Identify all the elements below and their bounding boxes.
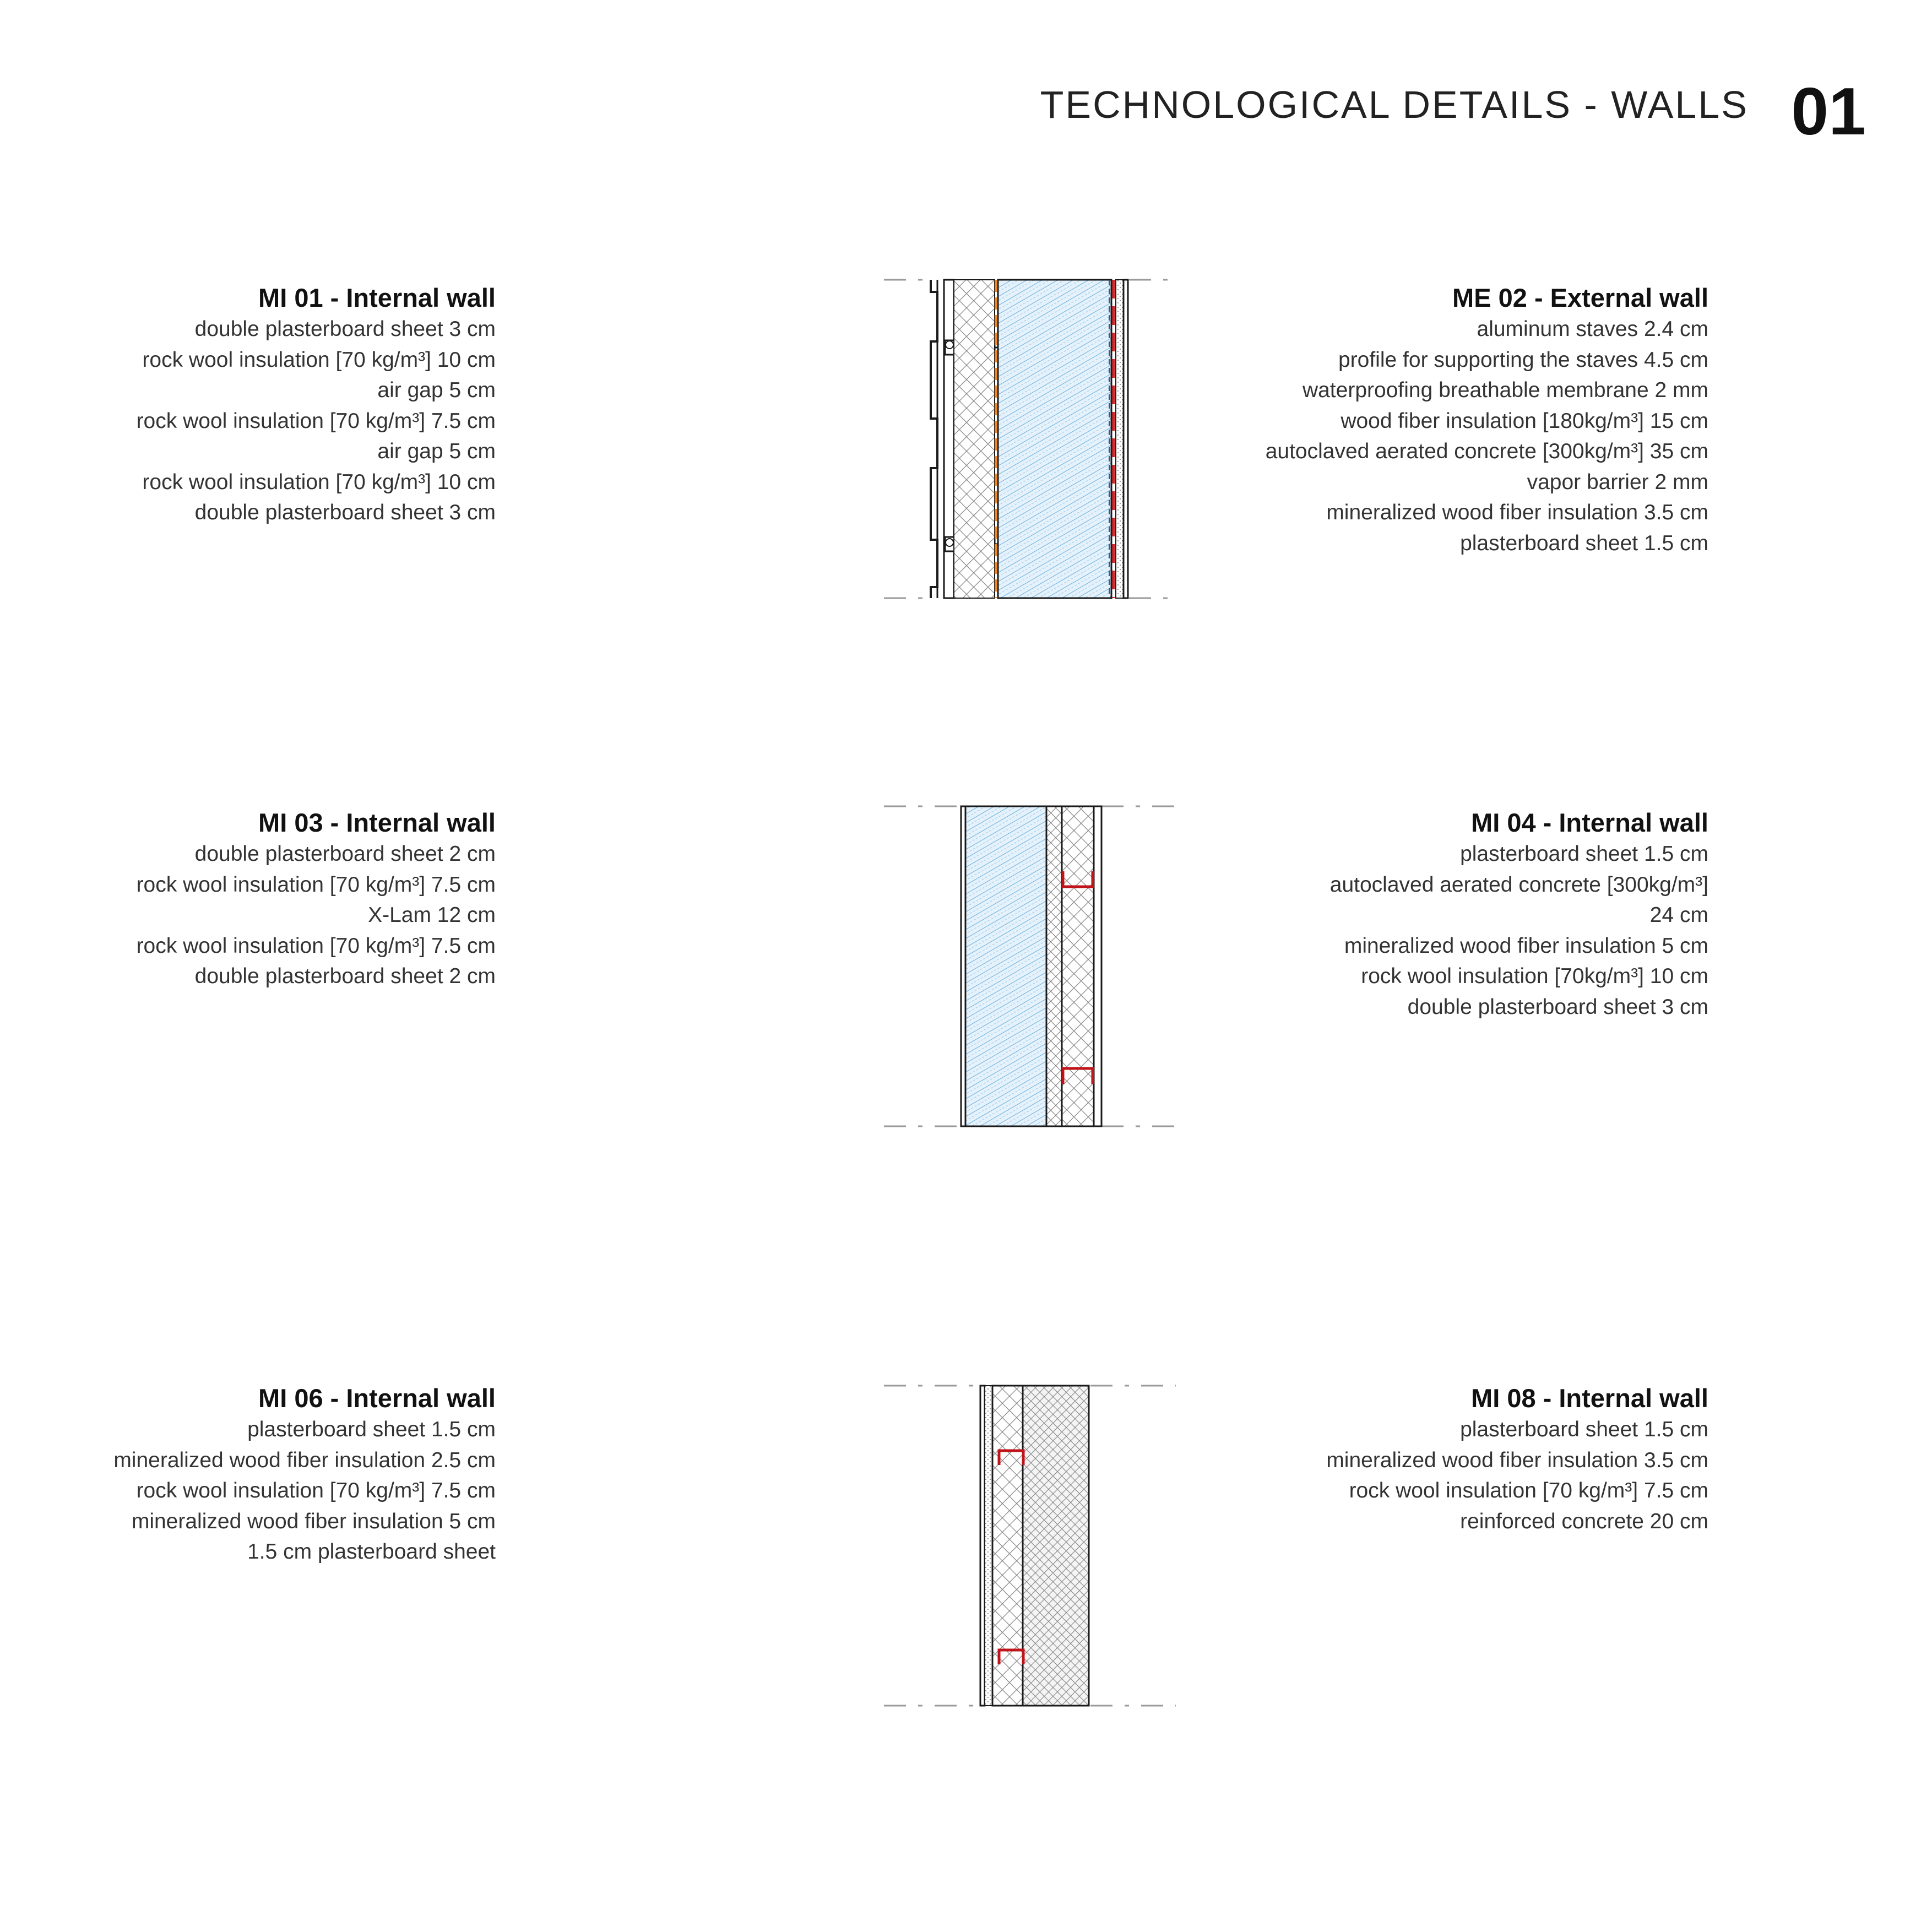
layer-item: plasterboard sheet 1.5 cm xyxy=(247,1418,496,1441)
layer-item: vapor barrier 2 mm xyxy=(1527,470,1708,494)
layer-item: rock wool insulation [70kg/m³] 10 cm xyxy=(1361,964,1708,988)
layer-item: double plasterboard sheet 3 cm xyxy=(194,317,496,341)
layer-item: air gap 5 cm xyxy=(377,378,496,402)
wall-title: MI 03 - Internal wall xyxy=(258,808,496,837)
wall-title: MI 06 - Internal wall xyxy=(258,1383,496,1413)
layer-item: wood fiber insulation [180kg/m³] 15 cm xyxy=(1341,409,1708,433)
section-mi04 xyxy=(884,806,1176,1126)
layer-item: rock wool insulation [70 kg/m³] 10 cm xyxy=(142,470,496,494)
page-number: 01 xyxy=(1791,74,1866,149)
layer-item: double plasterboard sheet 2 cm xyxy=(194,842,496,866)
layer-item: aluminum staves 2.4 cm xyxy=(1477,317,1708,341)
layer-item: mineralized wood fiber insulation 3.5 cm xyxy=(1326,501,1708,524)
layer-item: mineralized wood fiber insulation 2.5 cm xyxy=(113,1448,496,1472)
layer-item: waterproofing breathable membrane 2 mm xyxy=(1302,378,1708,402)
layer-item: rock wool insulation [70 kg/m³] 7.5 cm xyxy=(136,934,496,958)
page-title: TECHNOLOGICAL DETAILS - WALLS xyxy=(1040,83,1749,126)
wall-title: MI 04 - Internal wall xyxy=(1471,808,1708,837)
section-mi08 xyxy=(884,1386,1176,1706)
layer-item: X-Lam 12 cm xyxy=(368,903,496,927)
layer-item: plasterboard sheet 1.5 cm xyxy=(1460,531,1708,555)
layer-item: plasterboard sheet 1.5 cm xyxy=(1460,1418,1708,1441)
layer-item: autoclaved aerated concrete [300kg/m³] 35 cm xyxy=(1265,439,1708,463)
wall-title: MI 08 - Internal wall xyxy=(1471,1383,1708,1413)
layer-item: mineralized wood fiber insulation 3.5 cm xyxy=(1326,1448,1708,1472)
wall-title: MI 01 - Internal wall xyxy=(258,283,496,312)
section-me02 xyxy=(884,280,1176,598)
layer-item: rock wool insulation [70 kg/m³] 7.5 cm xyxy=(1349,1479,1708,1502)
layer-item: air gap 5 cm xyxy=(377,439,496,463)
layer-item: rock wool insulation [70 kg/m³] 7.5 cm xyxy=(136,872,496,897)
layer-item: profile for supporting the staves 4.5 cm xyxy=(1338,348,1708,372)
layer-item: 24 cm xyxy=(1649,903,1708,927)
layer-item: reinforced concrete 20 cm xyxy=(1460,1509,1708,1533)
layer-item: double plasterboard sheet 3 cm xyxy=(194,501,496,524)
layer-item: rock wool insulation [70 kg/m³] 10 cm xyxy=(142,348,496,372)
wall-title: ME 02 - External wall xyxy=(1452,283,1708,312)
layer-item: 1.5 cm plasterboard sheet xyxy=(247,1540,496,1564)
layer-item: mineralized wood fiber insulation 5 cm xyxy=(1344,934,1708,958)
layer-item: autoclaved aerated concrete [300kg/m³] xyxy=(1329,872,1708,897)
layer-item: rock wool insulation [70 kg/m³] 7.5 cm xyxy=(136,1479,496,1502)
layer-item: plasterboard sheet 1.5 cm xyxy=(1460,842,1708,866)
layer-item: double plasterboard sheet 2 cm xyxy=(194,964,496,988)
layer-item: mineralized wood fiber insulation 5 cm xyxy=(131,1509,496,1533)
layer-item: rock wool insulation [70 kg/m³] 7.5 cm xyxy=(136,409,496,433)
layer-item: double plasterboard sheet 3 cm xyxy=(1407,995,1708,1019)
